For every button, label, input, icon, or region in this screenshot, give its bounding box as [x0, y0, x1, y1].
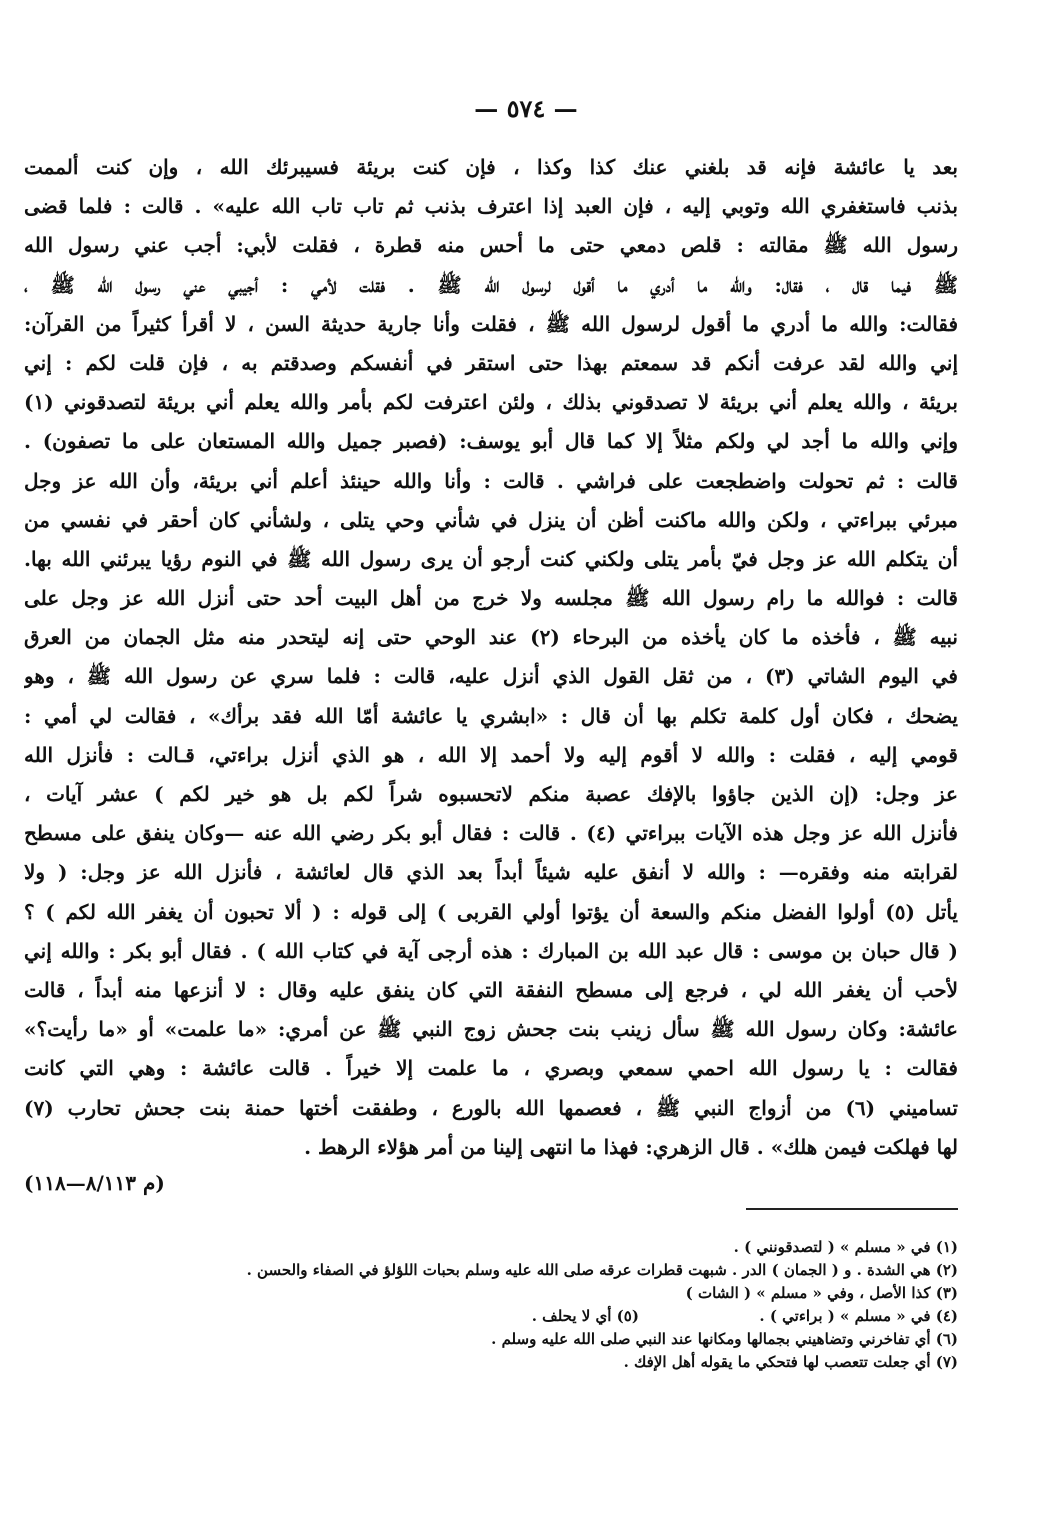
footnote-2: (٢) هي الشدة . و ( الجمان ) الدر . شبهت قطرات عرقه صلى الله عليه وسلم بحبات اللؤلؤ في الصفاء والحسن . — [246, 1261, 958, 1279]
text-line: بعد يا عائشة فإنه قد بلغني عنك كذا وكذا ، فإن كنت بريئة فسيبرئك الله ، وإن كنت ألممت — [24, 155, 958, 179]
text-line: بريئة ، والله يعلم أني بريئة لا تصدقوني بذلك ، ولئن اعترفت لكم بأمر والله يعلم أني بريئة لتصدقوني (١) — [24, 390, 958, 415]
footnote-4: (٤) في « مسلم » ( براءتي ) . — [759, 1307, 958, 1325]
text-line: ( قال حبان بن موسى : قال عبد الله بن المبارك : هذه أرجى آية في كتاب الله ) . فقال أبو بكر : والله إني — [24, 938, 958, 963]
text-line: يضحك ، فكان أول كلمة تكلم بها أن قال : «ابشري يا عائشة أمّا الله فقد برأك» ، فقالت لي أمي : — [24, 703, 958, 728]
footnote-divider — [746, 1208, 958, 1210]
text-line-last: لها فهلكت فيمن هلك» . قال الزهري: فهذا ما انتهى إلينا من أمر هؤلاء الرهط . — [304, 1134, 958, 1159]
text-line: إني والله لقد عرفت أنكم قد سمعتم بهذا حتى استقر في أنفسكم وصدقتم به ، فإن قلت لكم : إني — [24, 350, 958, 375]
text-line: وإني والله ما أجد لي ولكم مثلاً إلا كما قال أبو يوسف: (فصبر جميل والله المستعان على ما تصفون) . — [24, 429, 958, 454]
footnote-3: (٣) كذا الأصل ، وفي « مسلم » ( الشات ) — [685, 1284, 958, 1302]
footnote-4-5 — [80, 1305, 958, 1328]
footnote-5: (٥) أي لا يحلف . — [531, 1307, 639, 1325]
footnote-1: (١) في « مسلم » ( لتصدقونني ) . — [733, 1238, 958, 1256]
text-line: قومي إليه ، فقلت : والله لا أقوم إليه ولا أحمد إلا الله ، هو الذي أنزل براءتي، قـالت : فأنزل الله — [24, 742, 958, 767]
text-line: مبرئي ببراءتي ، ولكن والله ماكنت أظن أن ينزل في شأني وحي يتلى ، ولشأني كان أحقر في نفسي من — [24, 507, 958, 532]
text-line: عز وجل: (إن الذين جاؤوا بالإفك عصبة منكم لاتحسبوه شراً لكم بل هو خير لكم ) عشر آيات ، — [24, 782, 958, 806]
text-line: ﷺ فيما قال ، فقال: والله ما أدري ما أقول لرسول الله ﷺ . فقلت لأمي : أجيبي عني رسول الله ﷺ ، — [24, 272, 958, 297]
text-line: عائشة: وكان رسول الله ﷺ سأل زينب بنت جحش زوج النبي ﷺ عن أمري: «ما علمت» أو «ما رأيت؟» — [24, 1017, 958, 1042]
page-number: — ٥٧٤ — — [474, 94, 578, 123]
text-line: أن يتكلم الله عز وجل فيّ بأمر يتلى ولكني كنت أرجو أن يرى رسول الله ﷺ في النوم رؤيا يبرئني الله بها. — [24, 546, 958, 571]
source-reference: (م ٨/١١٣—١١٨) — [24, 1171, 165, 1195]
text-line: فقالت : يا رسول الله احمي سمعي وبصري ، ما علمت إلا خيراً . قالت عائشة : وهي التي كانت — [24, 1056, 958, 1081]
text-line: رسول الله ﷺ مقالته : قلص دمعي حتى ما أحس منه قطرة ، فقلت لأبي: أجب عني رسول الله — [24, 233, 958, 258]
hadith-text — [24, 148, 958, 1167]
text-line: فقالت: والله ما أدري ما أقول لرسول الله ﷺ ، فقلت وأنا جارية حديثة السن ، لا أقرأ كثيراً من القرآن: — [24, 311, 958, 336]
text-line: لأحب أن يغفر الله لي ، فرجع إلى مسطح النفقة التي كان ينفق عليه وقال : لا أنزعها منه أبداً ، قالت — [24, 977, 958, 1002]
text-line: قالت : ثم تحولت واضطجعت على فراشي . قالت : وأنا والله حينئذ أعلم أني بريئة، وأن الله عز وجل — [24, 468, 958, 493]
text-line: نبيه ﷺ ، فأخذه ما كان يأخذه من البرحاء (٢) عند الوحي حتى إنه ليتحدر منه مثل الجمان من العرق — [24, 625, 958, 650]
footnotes — [80, 1236, 958, 1374]
text-line: فأنزل الله عز وجل هذه الآيات ببراءتي (٤) . قالت : فقال أبو بكر رضي الله عنه —وكان ينفق على مسطح — [24, 821, 958, 846]
text-line: بذنب فاستغفري الله وتوبي إليه ، فإن العبد إذا اعترف بذنب ثم تاب تاب الله عليه» . قالت : فلما قضى — [24, 194, 958, 219]
footnote-6: (٦) أي تفاخرني وتضاهيني بجمالها ومكانها عند النبي صلى الله عليه وسلم . — [491, 1330, 958, 1348]
text-line: يأتل (٥) أولوا الفضل منكم والسعة أن يؤتوا أولي القربى ) إلى قوله : ( ألا تحبون أن يغفر الله لكم ) ؟ — [24, 899, 958, 924]
text-line: في اليوم الشاتي (٣) ، من ثقل القول الذي أنزل عليه، قالت : فلما سري عن رسول الله ﷺ ، وهو — [24, 664, 958, 689]
text-line: قالت : فوالله ما رام رسول الله ﷺ مجلسه ولا خرج من أهل البيت أحد حتى أنزل الله عز وجل على — [24, 586, 958, 611]
text-line: لقرابته منه وفقره— : والله لا أنفق عليه شيئاً أبداً بعد الذي قال لعائشة ، فأنزل الله عز وجل: ( ولا — [24, 860, 958, 885]
text-line: تساميني (٦) من أزواج النبي ﷺ ، فعصمها الله بالورع ، وطفقت أختها حمنة بنت جحش تحارب (٧) — [24, 1095, 958, 1120]
footnote-7: (٧) أي جعلت تتعصب لها فتحكي ما يقوله أهل الإفك . — [623, 1353, 958, 1371]
